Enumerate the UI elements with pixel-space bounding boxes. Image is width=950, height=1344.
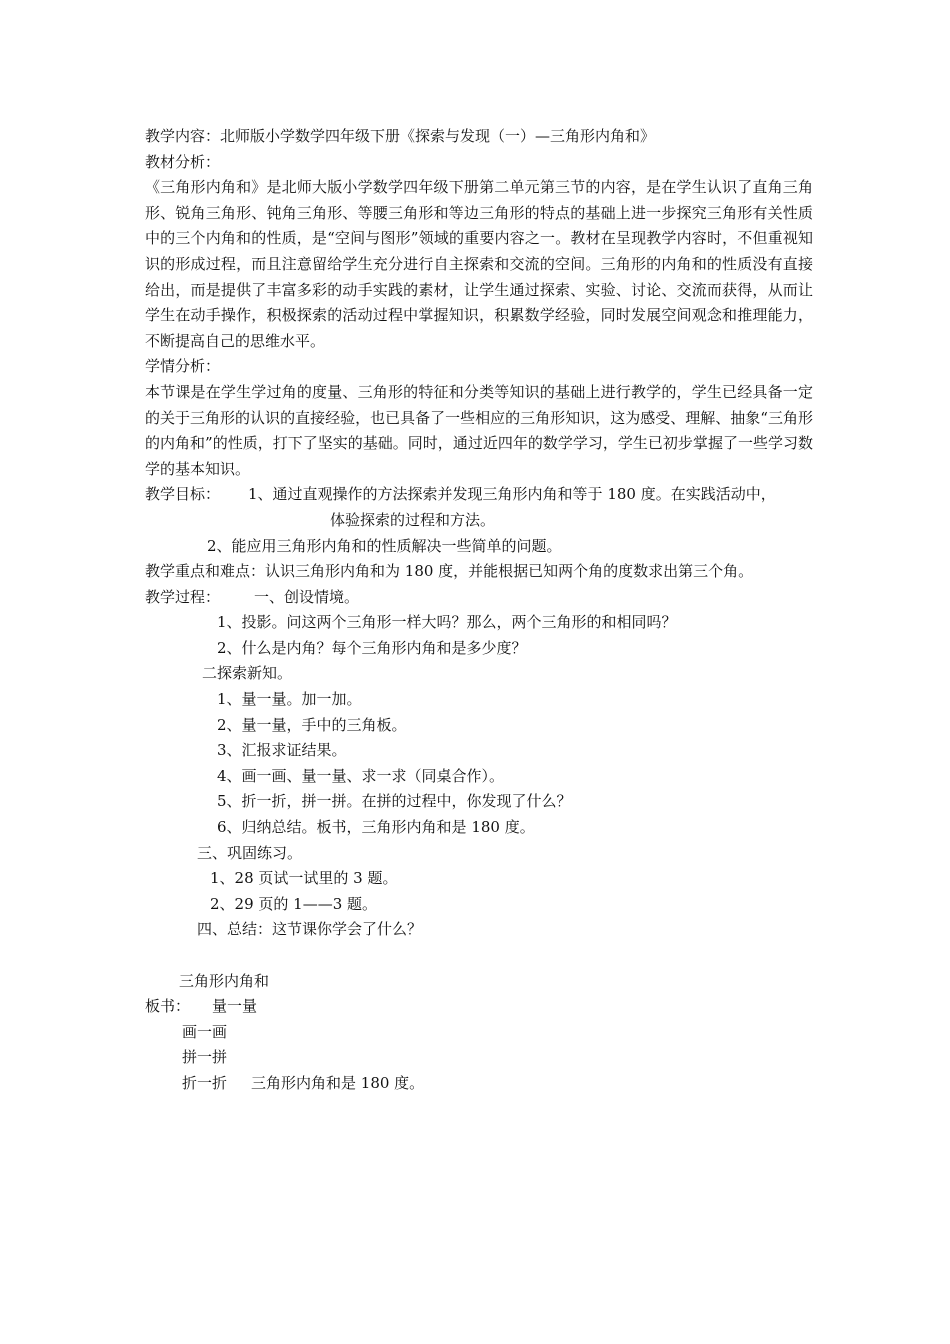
- teaching-goal-1: 1、通过直观操作的方法探索并发现三角形内角和等于 180 度。在实践活动中，: [248, 485, 776, 504]
- section-2-item: 1、量一量。加一加。: [217, 690, 362, 709]
- board-item-assemble: 拼一拼: [182, 1048, 228, 1067]
- teaching-process-label: 教学过程：: [145, 587, 221, 606]
- section-1-item: 2、什么是内角？每个三角形内角和是多少度？: [217, 638, 527, 657]
- teaching-goal-1-continued: 体验探索的过程和方法。: [330, 510, 496, 529]
- board-conclusion: 三角形内角和是 180 度。: [251, 1073, 425, 1092]
- section-3-item: 2、29 页的 1——3 题。: [210, 894, 378, 913]
- textbook-analysis-heading: 教材分析：: [145, 152, 221, 171]
- lesson-plan-document: [145, 124, 813, 1097]
- textbook-analysis-paragraph: 《三角形内角和》是北师大版小学数学四年级下册第二单元第三节的内容，是在学生认识了直角三角形、锐角三角形、钝角三角形、等腰三角形和等边三角形的特点的基础上进一步探究三角形有关性质中的三个内角和的性质，是“空间与图形”领域的重要内容之一。教材在呈现教学内容时，不但重视知识的形成过程，而且注意留给学生充分进行自主探索和交流的空间。三角形的内角和的性质没有直接给出，而是提供了丰富多彩的动手实践的素材，让学生通过探索、实验、讨论、交流而获得，从而让学生在动手操作，积极探索的活动过程中掌握知识，积累数学经验，同时发展空间观念和推理能力，不断提高自己的思维水平。: [145, 178, 813, 350]
- section-4-title: 四、总结：这节课你学会了什么？: [197, 920, 423, 939]
- section-1-title: 一、创设情境。: [254, 587, 360, 606]
- section-2-item: 5、折一折，拼一拼。在拼的过程中，你发现了什么？: [217, 792, 572, 811]
- section-2-item: 3、汇报求证结果。: [217, 741, 347, 760]
- section-3-title: 三、巩固练习。: [197, 843, 303, 862]
- board-item-measure: 量一量: [212, 997, 258, 1016]
- board-label: 板书：: [145, 997, 191, 1016]
- spacer: [145, 943, 813, 969]
- section-2-title: 二探索新知。: [202, 664, 293, 683]
- teaching-content-text: 北师版小学数学四年级下册《探索与发现（一）—三角形内角和》: [220, 127, 656, 145]
- teaching-goal-2: 2、能应用三角形内角和的性质解决一些简单的问题。: [207, 536, 562, 555]
- section-3-item: 1、28 页试一试里的 3 题。: [210, 869, 398, 888]
- teaching-content-line: [145, 124, 813, 150]
- board-label-line: [145, 994, 813, 1020]
- board-item-fold: 折一折: [182, 1073, 228, 1092]
- teaching-goals-label: 教学目标：: [145, 485, 221, 504]
- teaching-content-label: 教学内容：: [145, 127, 221, 145]
- section-2-item: 6、归纳总结。板书，三角形内角和是 180 度。: [217, 818, 535, 837]
- board-fold-line: [145, 1071, 813, 1097]
- section-2-item: 2、量一量，手中的三角板。: [217, 715, 407, 734]
- section-1-item: 1、投影。问这两个三角形一样大吗？那么，两个三角形的和相同吗？: [217, 613, 677, 632]
- teaching-process-line: [145, 585, 813, 611]
- student-analysis-paragraph: 本节课是在学生学过角的度量、三角形的特征和分类等知识的基础上进行教学的，学生已经具备一定的关于三角形的认识的直接经验，也已具备了一些相应的三角形知识，这为感受、理解、抽象“三角形的内角和”的性质，打下了坚实的基础。同时，通过近四年的数学学习，学生已初步掌握了一些学习数学的基本知识。: [145, 382, 813, 478]
- key-points-line: 教学重点和难点：认识三角形内角和为 180 度，并能根据已知两个角的度数求出第三个角。: [145, 562, 754, 581]
- student-analysis-heading: 学情分析：: [145, 357, 221, 376]
- section-2-item: 4、画一画、量一量、求一求（同桌合作）。: [217, 766, 505, 785]
- teaching-goals-line: [145, 482, 813, 508]
- board-item-draw: 画一画: [182, 1022, 228, 1041]
- board-title: 三角形内角和: [179, 971, 270, 990]
